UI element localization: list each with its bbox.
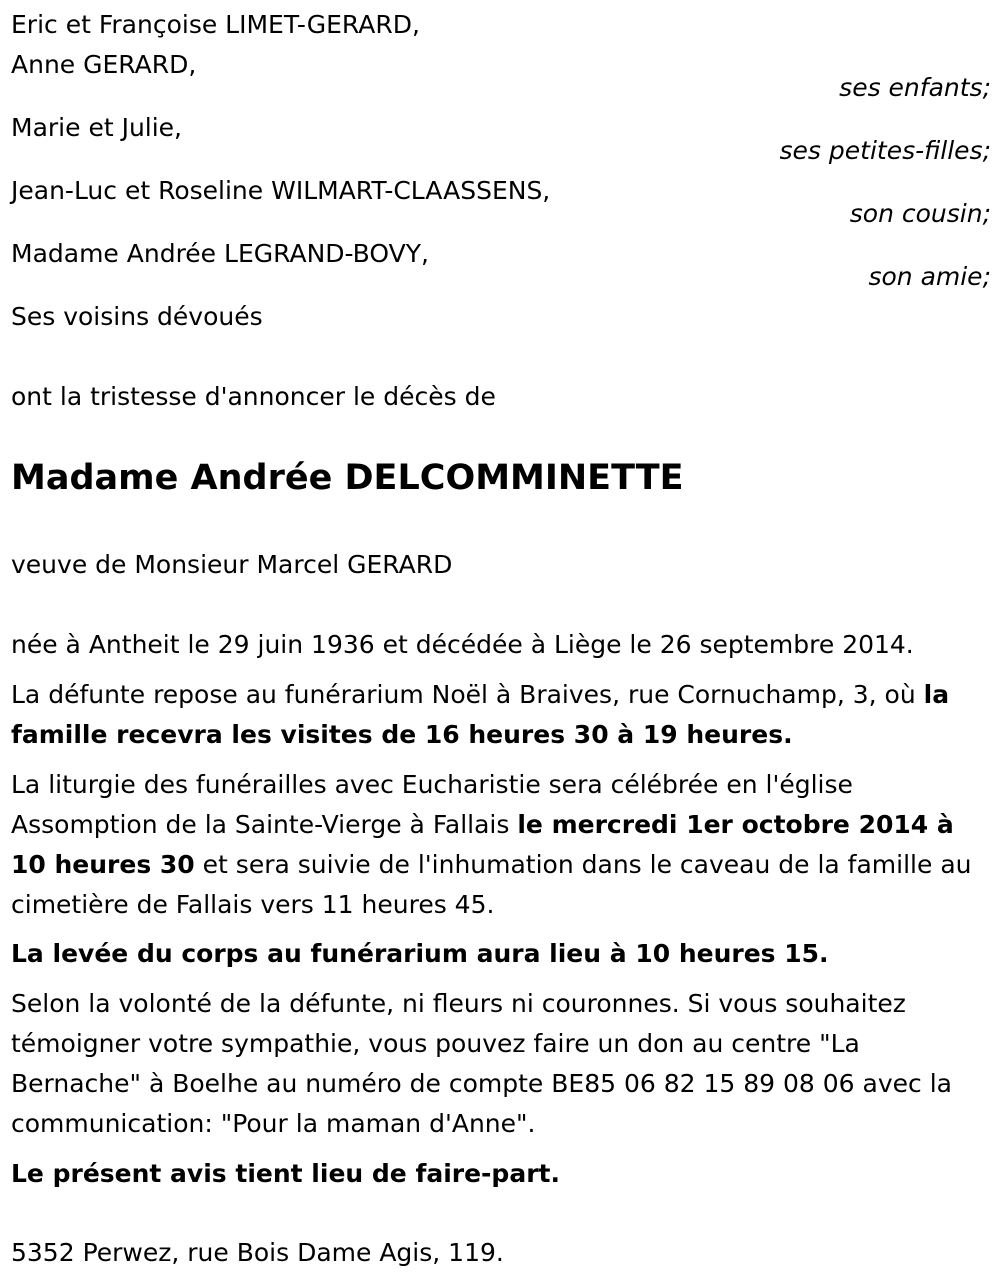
liturgy-text-2: et sera suivie de l'inhumation dans le caveau de la famille au cimetière de Fallais vers 11 heures 45. [11, 850, 972, 919]
levee-paragraph: La levée du corps au funérarium aura lieu à 10 heures 15. [11, 939, 829, 968]
friend-line: Madame Andrée LEGRAND-BOVY, [11, 239, 429, 268]
deceased-name: Madame Andrée DELCOMMINETTE [11, 458, 684, 498]
rest-visits-bold: la famille recevra les visites de 16 heures 30 à 19 heures. [11, 680, 950, 749]
rest-paragraph [11, 675, 991, 755]
children-line-2: Anne GERARD, [11, 50, 197, 79]
granddaughters-line: Marie et Julie, [11, 113, 183, 142]
notice-paragraph: Le présent avis tient lieu de faire-part. [11, 1159, 560, 1188]
wishes-paragraph: Selon la volonté de la défunte, ni fleurs ni couronnes. Si vous souhaitez témoigner votre sympathie, vous pouvez faire un don au centre "La Bernache" à Boelhe au numéro de compte BE85 06 82 15 89 08 06 avec la communication: "Pour la maman d'Anne". [11, 989, 952, 1138]
birth-death-paragraph: née à Antheit le 29 juin 1936 et décédée à Liège le 26 septembre 2014. [11, 630, 914, 659]
children-role: ses enfants; [839, 73, 991, 102]
cousin-line: Jean-Luc et Roseline WILMART-CLAASSENS, [11, 176, 551, 205]
friend-role: son amie; [868, 262, 991, 291]
granddaughters-role: ses petites-filles; [779, 136, 991, 165]
neighbours-line: Ses voisins dévoués [11, 302, 263, 331]
liturgy-text-1: La liturgie des funérailles avec Eucharistie sera célébrée en l'église Assomption de la Sainte-Vierge à Fallais [11, 770, 853, 839]
rest-text: La défunte repose au funérarium Noël à Braives, rue Cornuchamp, 3, où [11, 680, 916, 709]
cousin-role: son cousin; [849, 199, 991, 228]
liturgy-paragraph [11, 765, 991, 925]
address-line: 5352 Perwez, rue Bois Dame Agis, 119. [11, 1238, 504, 1267]
children-line-1: Eric et Françoise LIMET-GERARD, [11, 10, 420, 39]
announcement-line: ont la tristesse d'annoncer le décès de [11, 382, 496, 411]
widow-of-line: veuve de Monsieur Marcel GERARD [11, 550, 453, 579]
liturgy-date-bold: le mercredi 1er octobre 2014 à 10 heures 30 [11, 810, 954, 879]
